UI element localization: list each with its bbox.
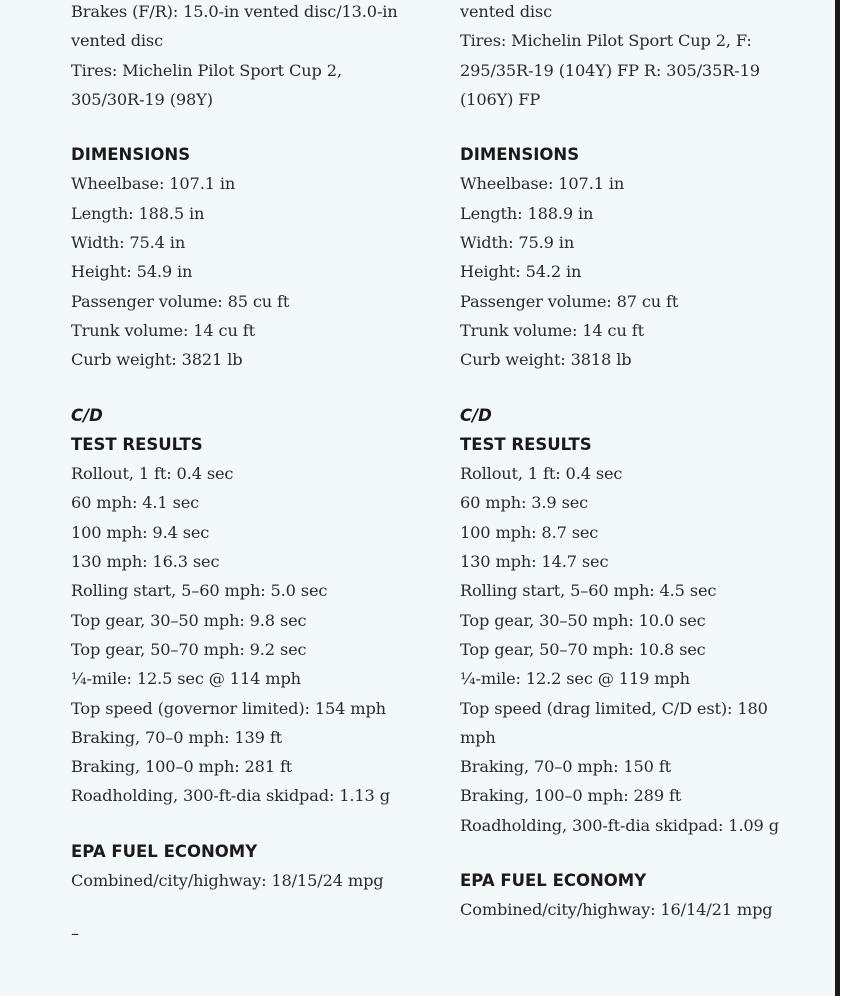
spec-line: Curb weight: 3821 lb: [71, 350, 243, 370]
section-gap: [71, 375, 421, 401]
spec-line: 130 mph: 14.7 sec: [460, 552, 609, 572]
spec-line: Top gear, 30–50 mph: 9.8 sec: [71, 610, 307, 630]
spec-line: Top gear, 30–50 mph: 10.0 sec: [460, 610, 706, 630]
spec-line: Combined/city/highway: 18/15/24 mpg: [71, 871, 384, 891]
spec-line: Length: 188.5 in: [71, 203, 205, 223]
cd-label: C/D: [71, 405, 103, 425]
test-results-heading: TEST RESULTS: [460, 434, 592, 454]
spec-line: Rollout, 1 ft: 0.4 sec: [460, 464, 623, 484]
epa-section: [71, 837, 421, 896]
spec-line: Brakes (F/R): 15.0-in vented disc/13.0-in: [71, 2, 398, 21]
spec-line: Top speed (drag limited, C/D est): 180: [460, 698, 768, 718]
test-results-section: [71, 401, 421, 811]
test-results-section: [460, 401, 810, 840]
spec-line: Passenger volume: 87 cu ft: [460, 291, 679, 311]
page-edge-bar: [835, 0, 840, 996]
spec-line: ¼-mile: 12.2 sec @ 119 mph: [460, 669, 690, 689]
spec-line: Trunk volume: 14 cu ft: [71, 320, 255, 340]
epa-heading: EPA FUEL ECONOMY: [460, 871, 647, 891]
spec-line: (106Y) FP: [460, 89, 541, 109]
spec-line: Curb weight: 3818 lb: [460, 350, 632, 370]
spec-line: vented disc: [71, 31, 164, 51]
spec-line: 60 mph: 3.9 sec: [460, 493, 589, 513]
spec-line: Rolling start, 5–60 mph: 4.5 sec: [460, 581, 717, 601]
spec-line: Height: 54.2 in: [460, 262, 582, 282]
spec-line: Braking, 70–0 mph: 150 ft: [460, 757, 672, 777]
intro-section: [71, 0, 421, 114]
section-gap: [71, 895, 421, 919]
cd-label: C/D: [460, 405, 492, 425]
section-gap: [71, 811, 421, 837]
spec-line: Braking, 100–0 mph: 281 ft: [71, 757, 293, 777]
spec-line: Wheelbase: 107.1 in: [71, 174, 236, 194]
section-gap: [460, 114, 810, 140]
spec-line: Tires: Michelin Pilot Sport Cup 2,: [71, 60, 342, 80]
spec-line: Passenger volume: 85 cu ft: [71, 291, 290, 311]
spec-column-right: [460, 0, 810, 925]
spec-line: Top speed (governor limited): 154 mph: [71, 698, 386, 718]
section-gap: [460, 375, 810, 401]
epa-heading: EPA FUEL ECONOMY: [71, 841, 258, 861]
spec-line: Combined/city/highway: 16/14/21 mpg: [460, 900, 773, 920]
epa-section: [460, 866, 810, 925]
spec-line: Length: 188.9 in: [460, 203, 594, 223]
spec-line: Roadholding, 300-ft-dia skidpad: 1.09 g: [460, 815, 779, 835]
spec-line: Width: 75.9 in: [460, 233, 575, 253]
spec-line: Tires: Michelin Pilot Sport Cup 2, F:: [460, 31, 752, 51]
section-gap: [71, 114, 421, 140]
spec-line: Braking, 100–0 mph: 289 ft: [460, 786, 682, 806]
dimensions-section: [71, 140, 421, 374]
spec-line: Roadholding, 300-ft-dia skidpad: 1.13 g: [71, 786, 390, 806]
spec-line: mph: [460, 727, 496, 747]
end-mark: –: [71, 924, 79, 944]
spec-line: Wheelbase: 107.1 in: [460, 174, 625, 194]
spec-line: 100 mph: 9.4 sec: [71, 522, 210, 542]
dimensions-heading: DIMENSIONS: [71, 145, 191, 165]
dimensions-heading: DIMENSIONS: [460, 145, 580, 165]
test-results-heading: TEST RESULTS: [71, 434, 203, 454]
spec-line: Rolling start, 5–60 mph: 5.0 sec: [71, 581, 328, 601]
spec-line: Top gear, 50–70 mph: 9.2 sec: [71, 639, 307, 659]
spec-line: vented disc: [460, 2, 553, 21]
spec-line: Top gear, 50–70 mph: 10.8 sec: [460, 639, 706, 659]
spec-column-left: [71, 0, 421, 949]
intro-section: [460, 0, 810, 114]
spec-line: Trunk volume: 14 cu ft: [460, 320, 644, 340]
spec-line: 60 mph: 4.1 sec: [71, 493, 200, 513]
spec-line: ¼-mile: 12.5 sec @ 114 mph: [71, 669, 301, 689]
spec-line: Height: 54.9 in: [71, 262, 193, 282]
spec-line: Braking, 70–0 mph: 139 ft: [71, 727, 283, 747]
spec-line: 130 mph: 16.3 sec: [71, 552, 220, 572]
spec-line: Rollout, 1 ft: 0.4 sec: [71, 464, 234, 484]
spec-line: 100 mph: 8.7 sec: [460, 522, 599, 542]
dimensions-section: [460, 140, 810, 374]
section-gap: [460, 840, 810, 866]
spec-line: Width: 75.4 in: [71, 233, 186, 253]
spec-line: 295/35R-19 (104Y) FP R: 305/35R-19: [460, 60, 760, 80]
spec-line: 305/30R-19 (98Y): [71, 89, 213, 109]
